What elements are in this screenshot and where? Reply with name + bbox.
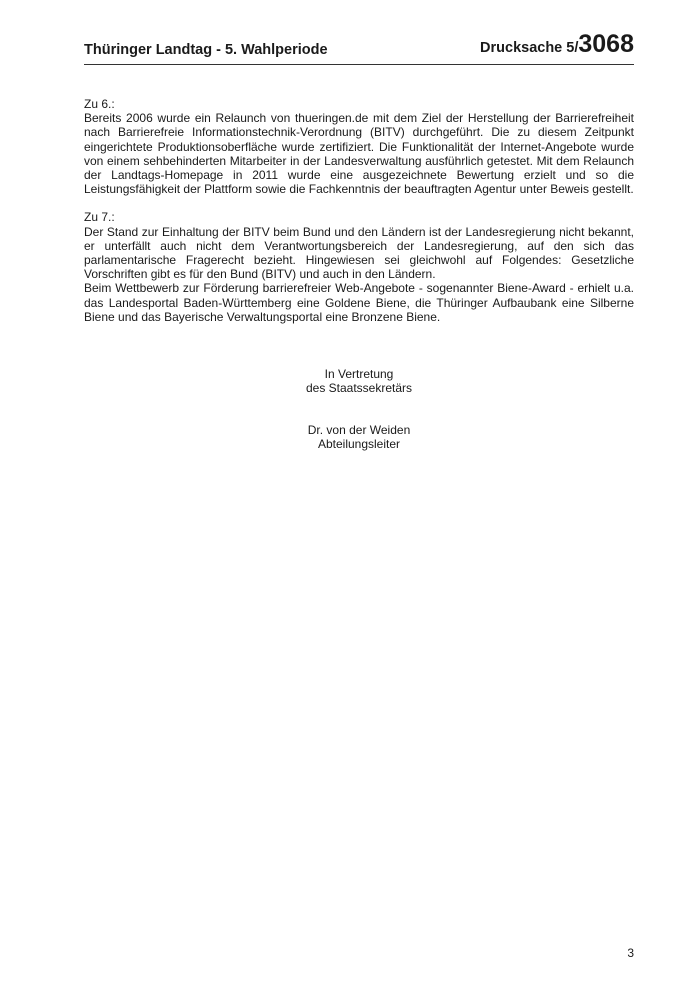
signature-line: des Staatssekretärs (305, 381, 413, 396)
section-heading: Zu 7.: (84, 210, 115, 225)
section-answer-7 (84, 210, 634, 324)
signature-block (84, 423, 634, 451)
paragraph: Bereits 2006 wurde ein Relaunch von thueringen.de mit dem Ziel der Herstellung der Barrierefreiheit nach Barrierefreie Informationstechnik-Verordnung (BITV) durchgeführt. Die zu diesem Zeitpunkt eingerichtete Produktionsoberfläche wurde zertifiziert. Die Funktionalität der Internet-Angebote wurde von einem sehbehinderten Mitarbeiter in der Landesverwaltung ausführlich getestet. Mit dem Relaunch der Landtags-Homepage in 2011 wurde eine ausgezeichnete Bewertung erzielt und so die Leistungsfähigkeit der Plattform sowie die Fachkenntnis der beauftragten Agentur unter Beweis gestellt. (84, 111, 634, 197)
signature-capacity (84, 367, 634, 395)
page-number: 3 (627, 946, 634, 960)
page-header (84, 30, 634, 65)
paragraph: Beim Wettbewerb zur Förderung barrierefreier Web-Angebote - sogenannter Biene-Award - erhielt u.a. das Landesportal Baden-Württemberg eine Goldene Biene, die Thüringer Aufbaubank eine Silberne Biene und das Bayerische Verwaltungsportal eine Bronzene Biene. (84, 281, 634, 324)
parliament-title: Thüringer Landtag - 5. Wahlperiode (84, 42, 328, 58)
section-heading: Zu 6.: (84, 97, 115, 111)
signatory-role: Abteilungsleiter (317, 437, 401, 452)
signature-line: In Vertretung (324, 367, 394, 381)
document-number: 3068 (578, 30, 634, 58)
paragraph: Der Stand zur Einhaltung der BITV beim Bund und den Ländern ist der Landesregierung nicht bekannt, er unterfällt auch nicht dem Verantwortungsbereich der Landesregierung, auf den sich das parlamentarische Fragerecht bezieht. Hingewiesen sei gleichwohl auf Folgendes: Gesetzliche Vorschriften gibt es für den Bund (BITV) und auch in den Ländern. (84, 224, 634, 282)
signatory-name: Dr. von der Weiden (307, 423, 411, 437)
document-body (84, 97, 634, 338)
document-label: Drucksache 5/ (480, 40, 579, 56)
document-reference (480, 30, 634, 59)
section-answer-6 (84, 97, 634, 196)
